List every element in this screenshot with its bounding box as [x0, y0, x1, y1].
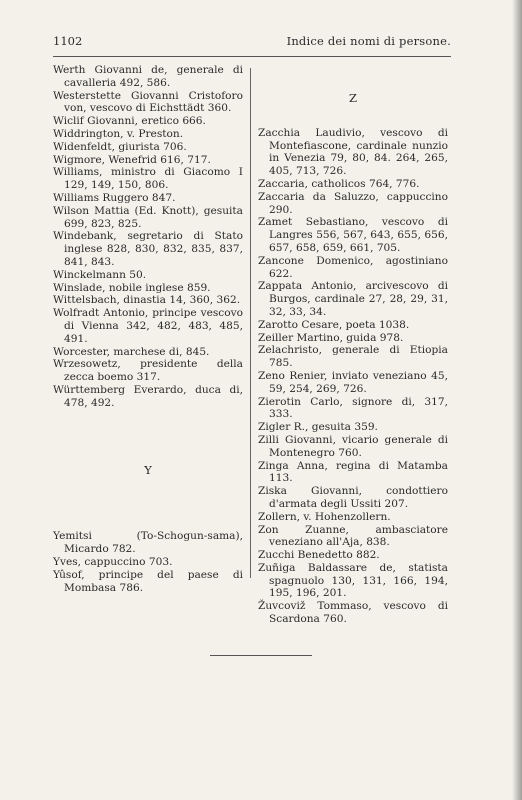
index-entry: Zollern, v. Hohenzollern. — [258, 510, 391, 523]
index-entry: Zuñiga Baldassare de, statista spagnuolo 130, 131, 166, 194, 195, 196, 201. — [258, 561, 448, 600]
entries-z — [258, 127, 448, 626]
index-entry: Zappata Antonio, arcivescovo di Burgos, cardinale 27, 28, 29, 31, 32, 33, 34. — [258, 280, 448, 318]
index-entry: Yûsof, principe del paese di Mombasa 786. — [53, 568, 243, 594]
right-column — [258, 64, 448, 626]
index-entry: Winslade, nobile inglese 859. — [53, 281, 211, 294]
index-entry: Zelachristo, generale di Etiopia 785. — [258, 344, 448, 370]
index-entry: Zaccaria da Saluzzo, cappuccino 290. — [258, 190, 448, 216]
page-edge-shadow — [512, 0, 522, 800]
index-entry: Zigler R., gesuita 359. — [258, 421, 378, 434]
index-entry: Williams Ruggero 847. — [53, 191, 176, 204]
index-entry: Yves, cappuccino 703. — [53, 555, 173, 568]
page-number: 1102 — [53, 34, 83, 48]
index-entry: Winckelmann 50. — [53, 268, 147, 281]
index-entry: Yemitsi (To-Schogun-sama), Micardo 782. — [53, 530, 243, 556]
end-rule — [210, 655, 312, 656]
index-entry: Zamet Sebastiano, vescovo di Langres 556, 567, 643, 655, 656, 657, 658, 659, 661, 705. — [258, 216, 448, 254]
index-entry: Zancone Domenico, agostiniano 622. — [258, 254, 448, 280]
index-entry: Žuvcoviž Tommaso, vescovo di Scardona 760. — [258, 600, 448, 626]
index-entry: Williams, ministro di Giacomo I 129, 149, 150, 806. — [53, 166, 243, 192]
index-entry: Wilson Mattia (Ed. Knott), gesuita 699, 823, 825. — [53, 204, 243, 230]
column-divider — [250, 68, 251, 578]
left-column — [53, 64, 243, 594]
running-title: Indice dei nomi di persone. — [286, 34, 451, 48]
index-entry: Wolfradt Antonio, principe vescovo di Vienna 342, 482, 483, 485, 491. — [53, 307, 243, 345]
index-entry: Zeiller Martino, guida 978. — [258, 331, 404, 344]
section-letter-y: Y — [144, 462, 152, 477]
index-entry: Zacchia Laudivio, vescovo di Montefiascone, cardinale nunzio in Venezia 79, 80, 84. 264, 265, 405, 713, 726. — [258, 126, 448, 178]
index-entry: Werth Giovanni de, generale di cavalleria 492, 586. — [53, 64, 243, 89]
index-entry: Zinga Anna, regina di Matamba 113. — [258, 459, 448, 485]
index-entry: Windebank, segretario di Stato inglese 828, 830, 832, 835, 837, 841, 843. — [53, 230, 243, 268]
index-entry: Wigmore, Wenefrid 616, 717. — [53, 153, 211, 166]
index-entry: Zeno Renier, inviato veneziano 45, 59, 254, 269, 726. — [258, 369, 448, 395]
section-letter-z: Z — [349, 91, 357, 105]
entries-y — [53, 530, 243, 594]
index-entry: Zucchi Benedetto 882. — [258, 549, 380, 562]
index-entry: Zaccaria, catholicos 764, 776. — [258, 177, 420, 190]
index-entry: Zilli Giovanni, vicario generale di Montenegro 760. — [258, 433, 448, 459]
header-rule — [53, 56, 451, 57]
index-entry: Wiclif Giovanni, eretico 666. — [53, 115, 206, 128]
page-header — [53, 34, 451, 52]
index-entry: Zon Zuanne, ambasciatore veneziano all'Aja, 838. — [258, 523, 448, 549]
index-entry: Wrzesowetz, presidente della zecca boemo 317. — [53, 358, 243, 384]
index-entry: Widdrington, v. Preston. — [53, 127, 184, 140]
index-entry: Widenfeldt, giurista 706. — [53, 140, 187, 153]
index-entry: Württemberg Everardo, duca di, 478, 492. — [53, 383, 243, 409]
index-entry: Ziska Giovanni, condottiero d'armata degli Ussiti 207. — [258, 485, 448, 510]
index-entry: Zierotin Carlo, signore di, 317, 333. — [258, 395, 448, 421]
index-entry: Westerstette Giovanni Cristoforo von, vescovo di Eichsttädt 360. — [53, 89, 243, 115]
index-entry: Zarotto Cesare, poeta 1038. — [258, 318, 410, 331]
entries-w — [53, 64, 243, 410]
index-entry: Wittelsbach, dinastia 14, 360, 362. — [53, 294, 241, 307]
index-entry: Worcester, marchese di, 845. — [53, 345, 210, 358]
